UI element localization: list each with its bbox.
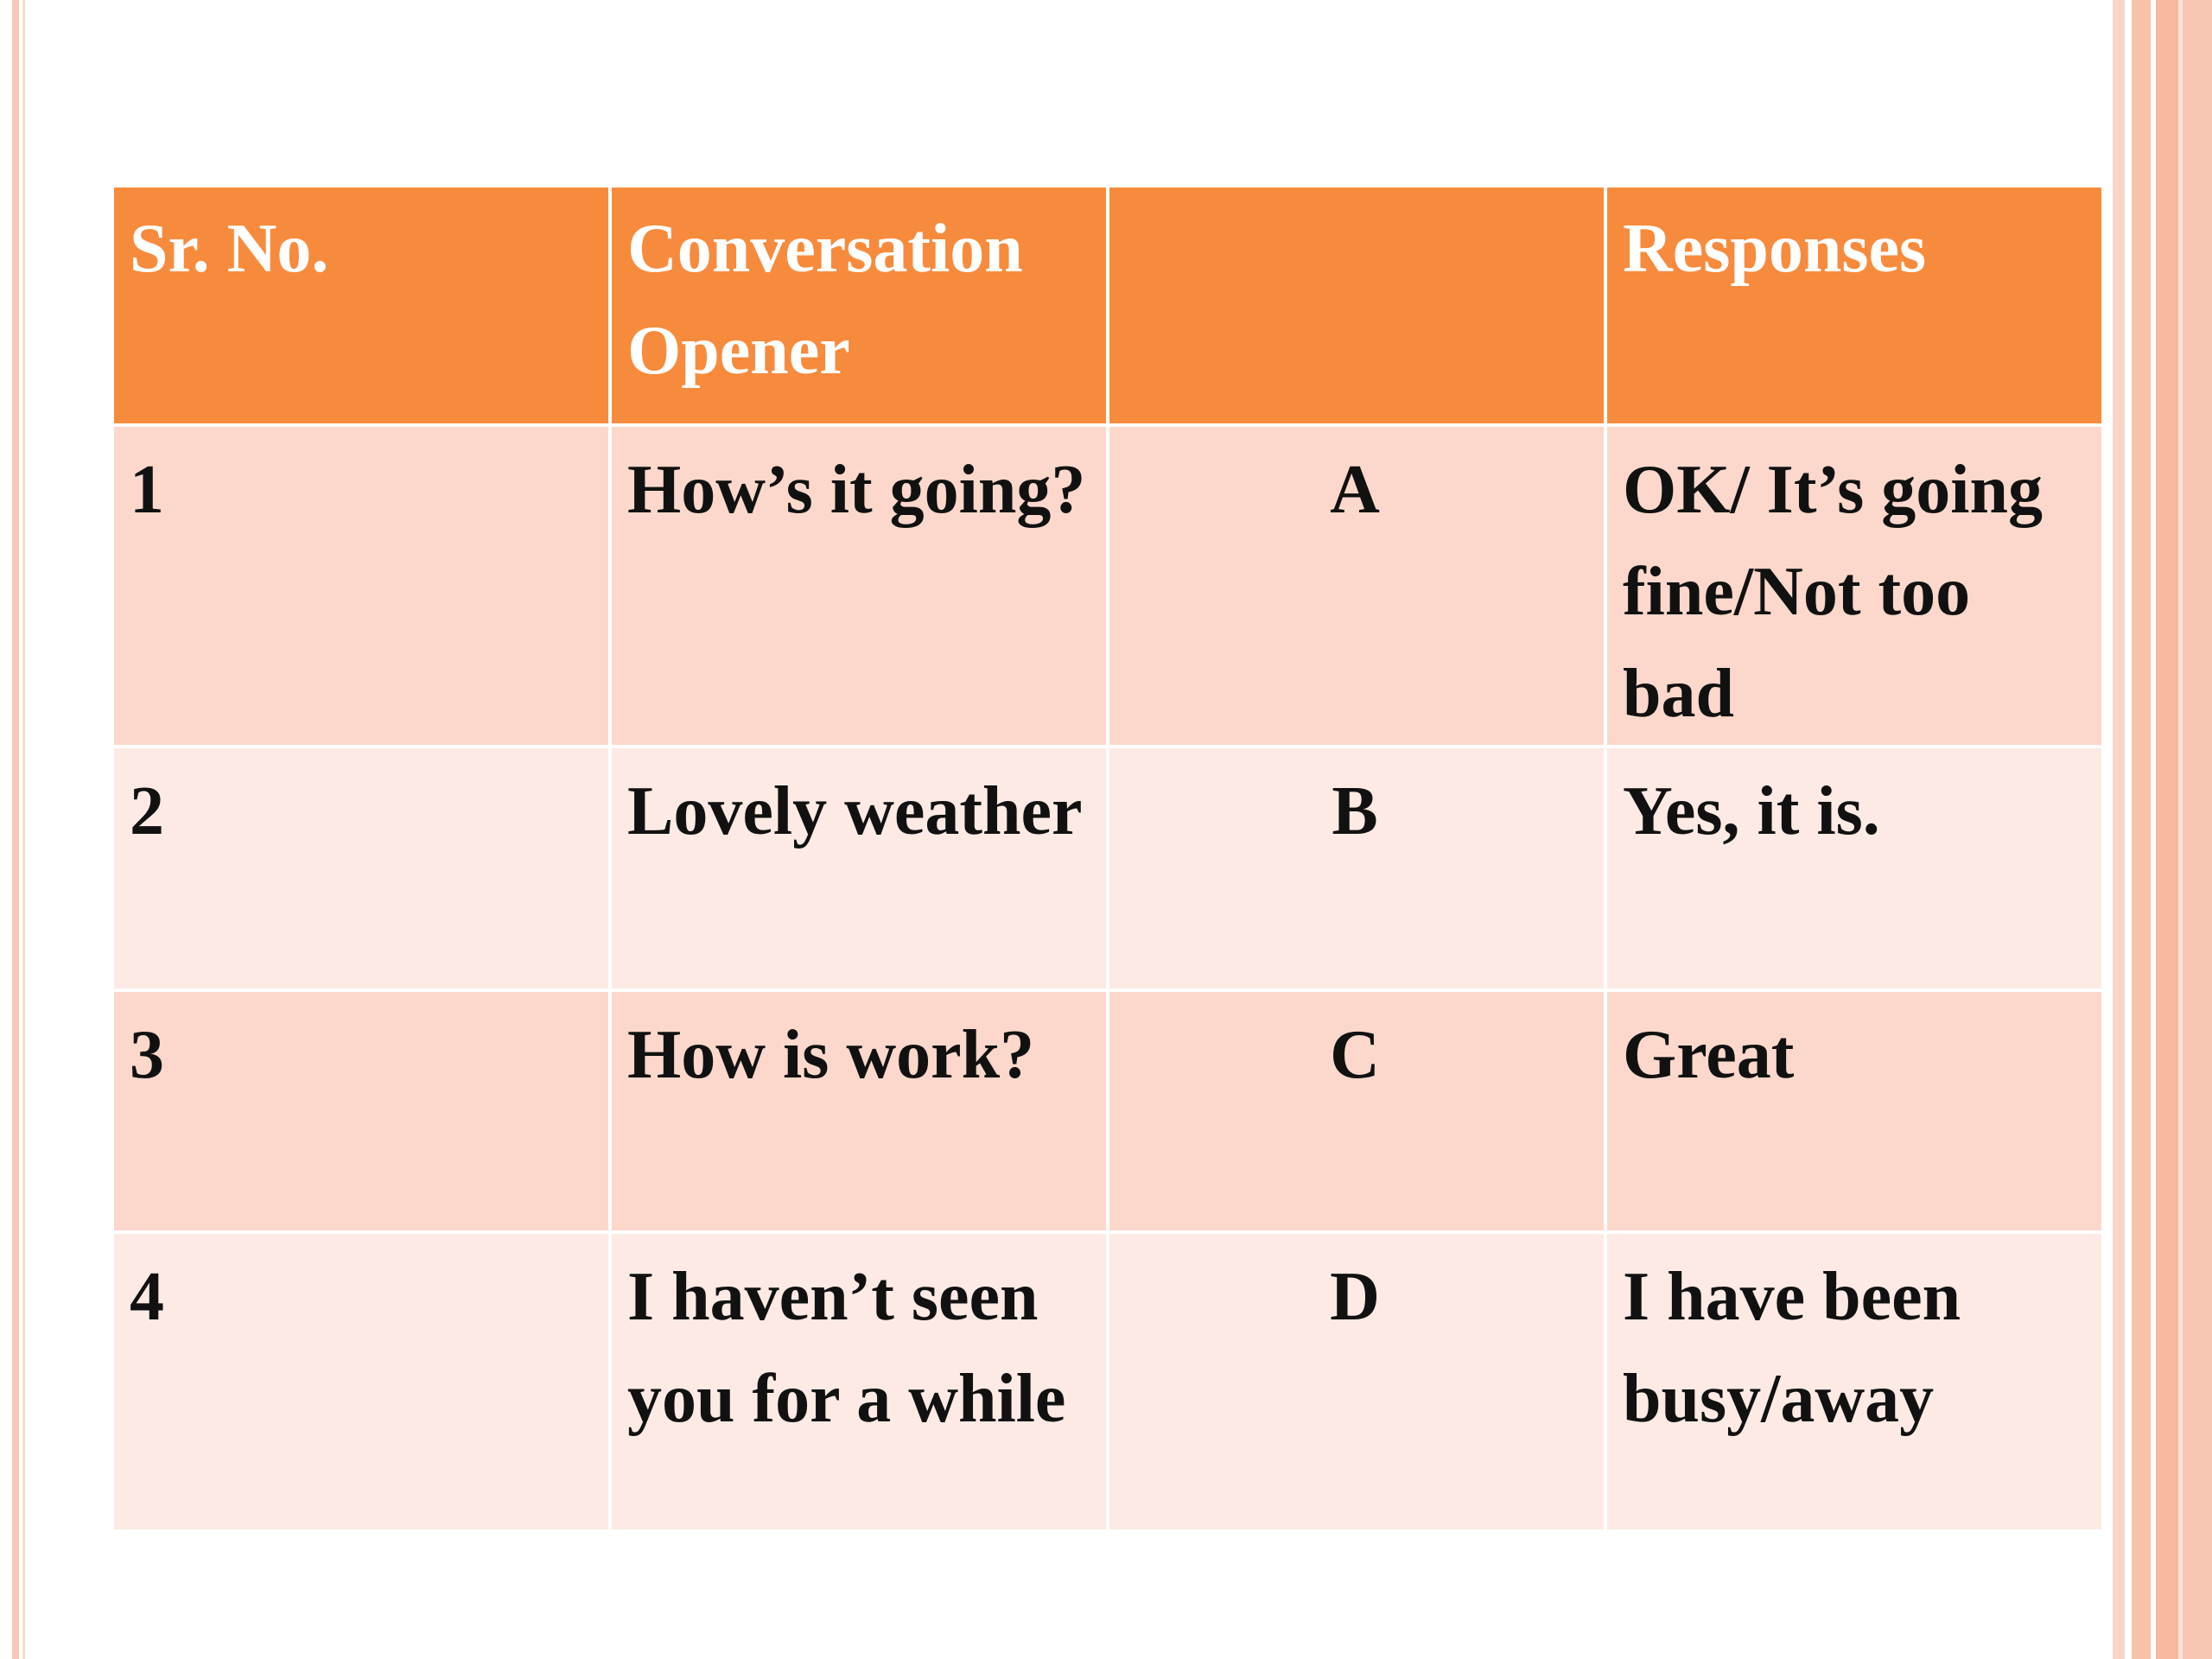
table-header-row — [112, 186, 2103, 425]
response-text: I have been busy/away — [1605, 1232, 2103, 1531]
response-letter: B — [1108, 747, 1605, 990]
left-border-rule — [12, 0, 19, 1659]
response-letter: A — [1108, 425, 1605, 747]
conversation-opener: I haven’t seen you for a while — [610, 1232, 1108, 1531]
table-row — [112, 1232, 2103, 1531]
conversation-opener: How is work? — [610, 990, 1108, 1232]
left-border-rule-thin — [22, 0, 25, 1659]
table-row — [112, 425, 2103, 747]
row-number: 4 — [112, 1232, 610, 1531]
conversation-opener: How’s it going? — [610, 425, 1108, 747]
response-text: OK/ It’s going fine/Not too bad — [1605, 425, 2103, 747]
row-number: 3 — [112, 990, 610, 1232]
row-number: 2 — [112, 747, 610, 990]
header-responses: Responses — [1605, 186, 2103, 425]
table-row — [112, 747, 2103, 990]
response-text: Great — [1605, 990, 2103, 1232]
response-letter: D — [1108, 1232, 1605, 1531]
header-sr-no: Sr. No. — [112, 186, 610, 425]
table-row — [112, 990, 2103, 1232]
conversation-opener: Lovely weather — [610, 747, 1108, 990]
right-decorative-stripes — [2113, 0, 2212, 1659]
row-number: 1 — [112, 425, 610, 747]
response-letter: C — [1108, 990, 1605, 1232]
header-conversation-opener: Conversation Opener — [610, 186, 1108, 425]
header-empty — [1108, 186, 1605, 425]
response-text: Yes, it is. — [1605, 747, 2103, 990]
conversation-table — [111, 184, 2101, 1533]
